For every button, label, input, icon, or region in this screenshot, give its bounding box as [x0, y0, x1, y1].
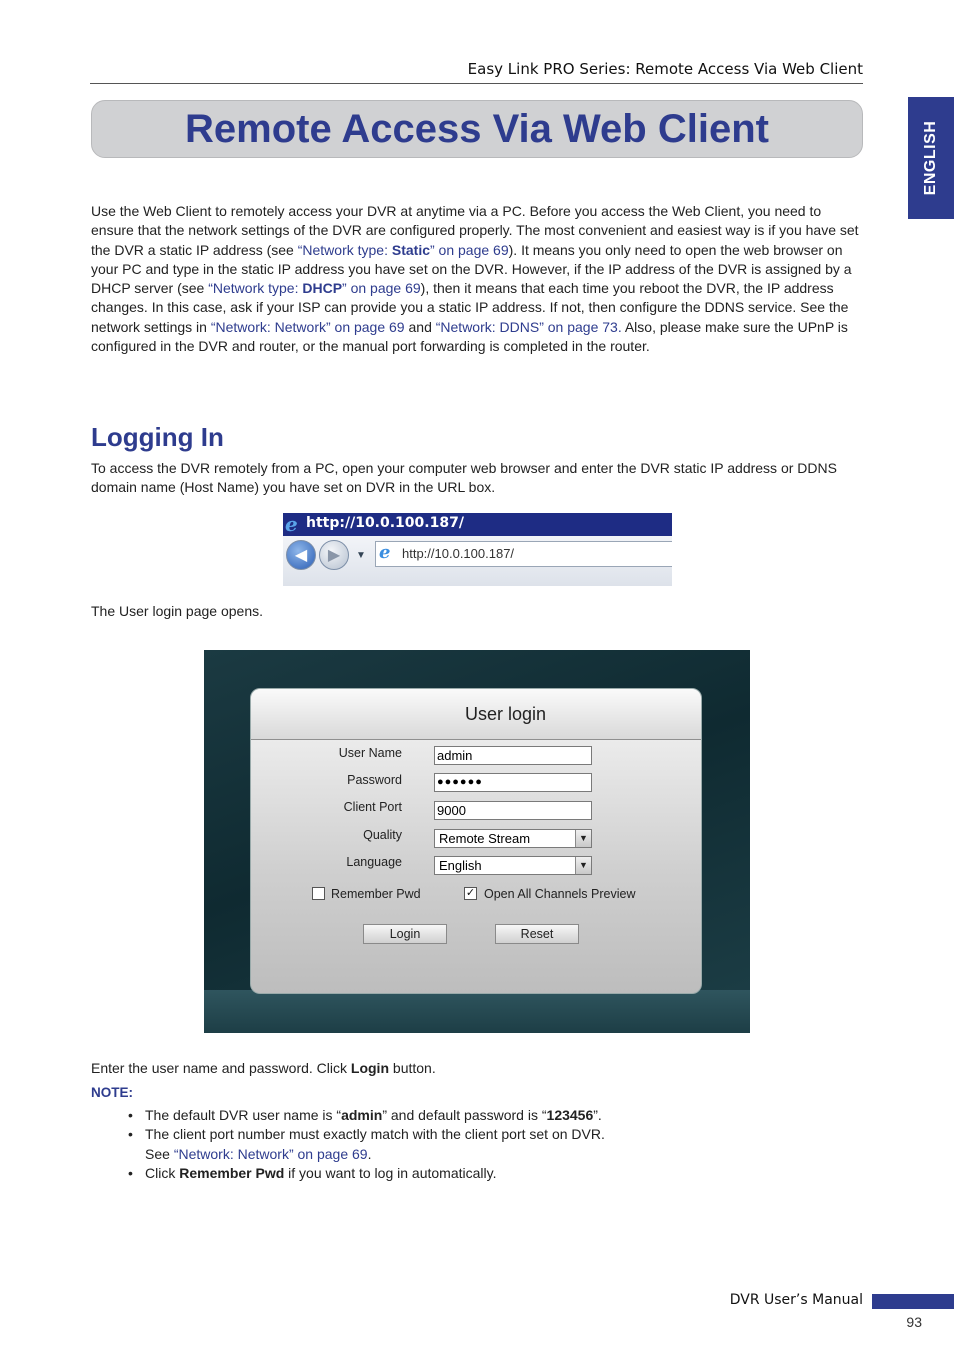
header-divider [90, 83, 863, 84]
note-list [127, 1106, 847, 1183]
link-network-network-note[interactable]: “Network: Network” on page 69 [173, 1145, 368, 1162]
user-name-input[interactable]: admin [434, 746, 592, 765]
login-opens-text: The User login page opens. [91, 603, 263, 619]
login-header [251, 689, 701, 740]
ie-page-icon: e [379, 542, 391, 563]
link-network-type-static[interactable]: “Network type: Static” on page 69 [297, 241, 509, 258]
login-panel [250, 688, 702, 994]
intro-text-3: ), then it means that each time you reboot the DVR, the IP address changes. In this case, ask if your ISP can provide you a static IP address. If not, then configure the DDNS service. See the network settings in [91, 280, 849, 335]
user-login-screenshot [204, 650, 750, 1033]
login-button[interactable]: Login [363, 924, 447, 944]
browser-nav-row [283, 536, 672, 586]
title-banner [91, 100, 863, 158]
history-dropdown-icon[interactable]: ▼ [356, 550, 366, 561]
url-text: http://10.0.100.187/ [402, 546, 515, 561]
intro-text-2: ). It means you only need to open the web browser on your PC and type in the static IP address you have set on the DVR. However, if the IP address of the DVR is assigned by a DHCP server (see [91, 241, 852, 297]
footer-accent-bar [872, 1294, 954, 1309]
footer-manual-title: DVR User’s Manual [729, 1292, 863, 1308]
intro-text-4: Also, please make sure the UPnP is configured in the DVR and router, or the manual port forwarding is completed in the router. [91, 318, 848, 355]
login-background-band [204, 990, 750, 1033]
enter-credentials-text: Enter the user name and password. Click Login button. [91, 1060, 436, 1076]
client-port-label: Client Port [343, 800, 402, 814]
language-select[interactable] [434, 856, 592, 875]
back-arrow-icon[interactable]: ◀ [286, 540, 316, 570]
language-select-value: English [439, 858, 482, 873]
user-name-label: User Name [338, 746, 402, 760]
login-title: User login [465, 704, 547, 724]
browser-title-text: http://10.0.100.187/ [306, 515, 464, 531]
url-box[interactable] [375, 541, 672, 567]
remember-pwd-checkbox[interactable] [312, 887, 325, 900]
intro-text-1: Use the Web Client to remotely access your DVR at anytime via a PC. Before you access the Web Client, you need to ensure that the network settings of the DVR are configured properly. The most convenient and easiest way is if you have set the DVR a static IP address (see [91, 203, 859, 258]
quality-select[interactable] [434, 829, 592, 848]
link-network-type-dhcp[interactable]: “Network type: DHCP” on page 69 [208, 280, 421, 297]
language-tab [908, 97, 954, 219]
page-number: 93 [906, 1314, 922, 1330]
language-label: Language [346, 855, 402, 869]
open-all-channels-checkbox[interactable] [464, 887, 477, 900]
password-input[interactable]: ●●●●●● [434, 773, 592, 792]
checkmark-icon: ✓ [465, 887, 476, 899]
quality-select-value: Remote Stream [439, 831, 531, 846]
ie-logo-icon: e [285, 513, 298, 536]
language-tab-label: ENGLISH [922, 120, 939, 196]
chevron-down-icon[interactable]: ▼ [575, 830, 591, 847]
intro-paragraph [91, 202, 863, 356]
client-port-input[interactable]: 9000 [434, 801, 592, 820]
remember-pwd-label: Remember Pwd [331, 887, 421, 901]
intro-and: and [404, 318, 436, 335]
browser-address-screenshot [283, 513, 672, 586]
quality-label: Quality [363, 828, 402, 842]
open-all-channels-label: Open All Channels Preview [484, 887, 636, 901]
section-heading-logging-in: Logging In [91, 422, 224, 452]
login-bold-word: Login [350, 1060, 390, 1076]
list-item: • The default DVR user name is “admin” and default password is “123456”. [127, 1106, 847, 1125]
password-label: Password [347, 773, 402, 787]
chevron-down-icon[interactable]: ▼ [575, 857, 591, 874]
reset-button[interactable]: Reset [495, 924, 579, 944]
page-title: Remote Access Via Web Client [185, 107, 769, 151]
forward-arrow-icon[interactable]: ▶ [319, 540, 349, 570]
running-header: Easy Link PRO Series: Remote Access Via Web Client [467, 60, 863, 78]
list-item: • Click Remember Pwd if you want to log in automatically. [127, 1164, 847, 1183]
link-network-ddns[interactable]: “Network: DDNS” on page 73. [435, 318, 622, 335]
browser-titlebar [283, 513, 672, 536]
list-item: • The client port number must exactly match with the client port set on DVR. See “Network: Network” on page 69. [127, 1125, 847, 1164]
note-label: NOTE: [91, 1085, 133, 1100]
link-network-network[interactable]: “Network: Network” on page 69 [210, 318, 405, 335]
logging-in-paragraph: To access the DVR remotely from a PC, open your computer web browser and enter the DVR static IP address or DDNS domain name (Host Name) you have set on DVR in the URL box. [91, 460, 837, 496]
